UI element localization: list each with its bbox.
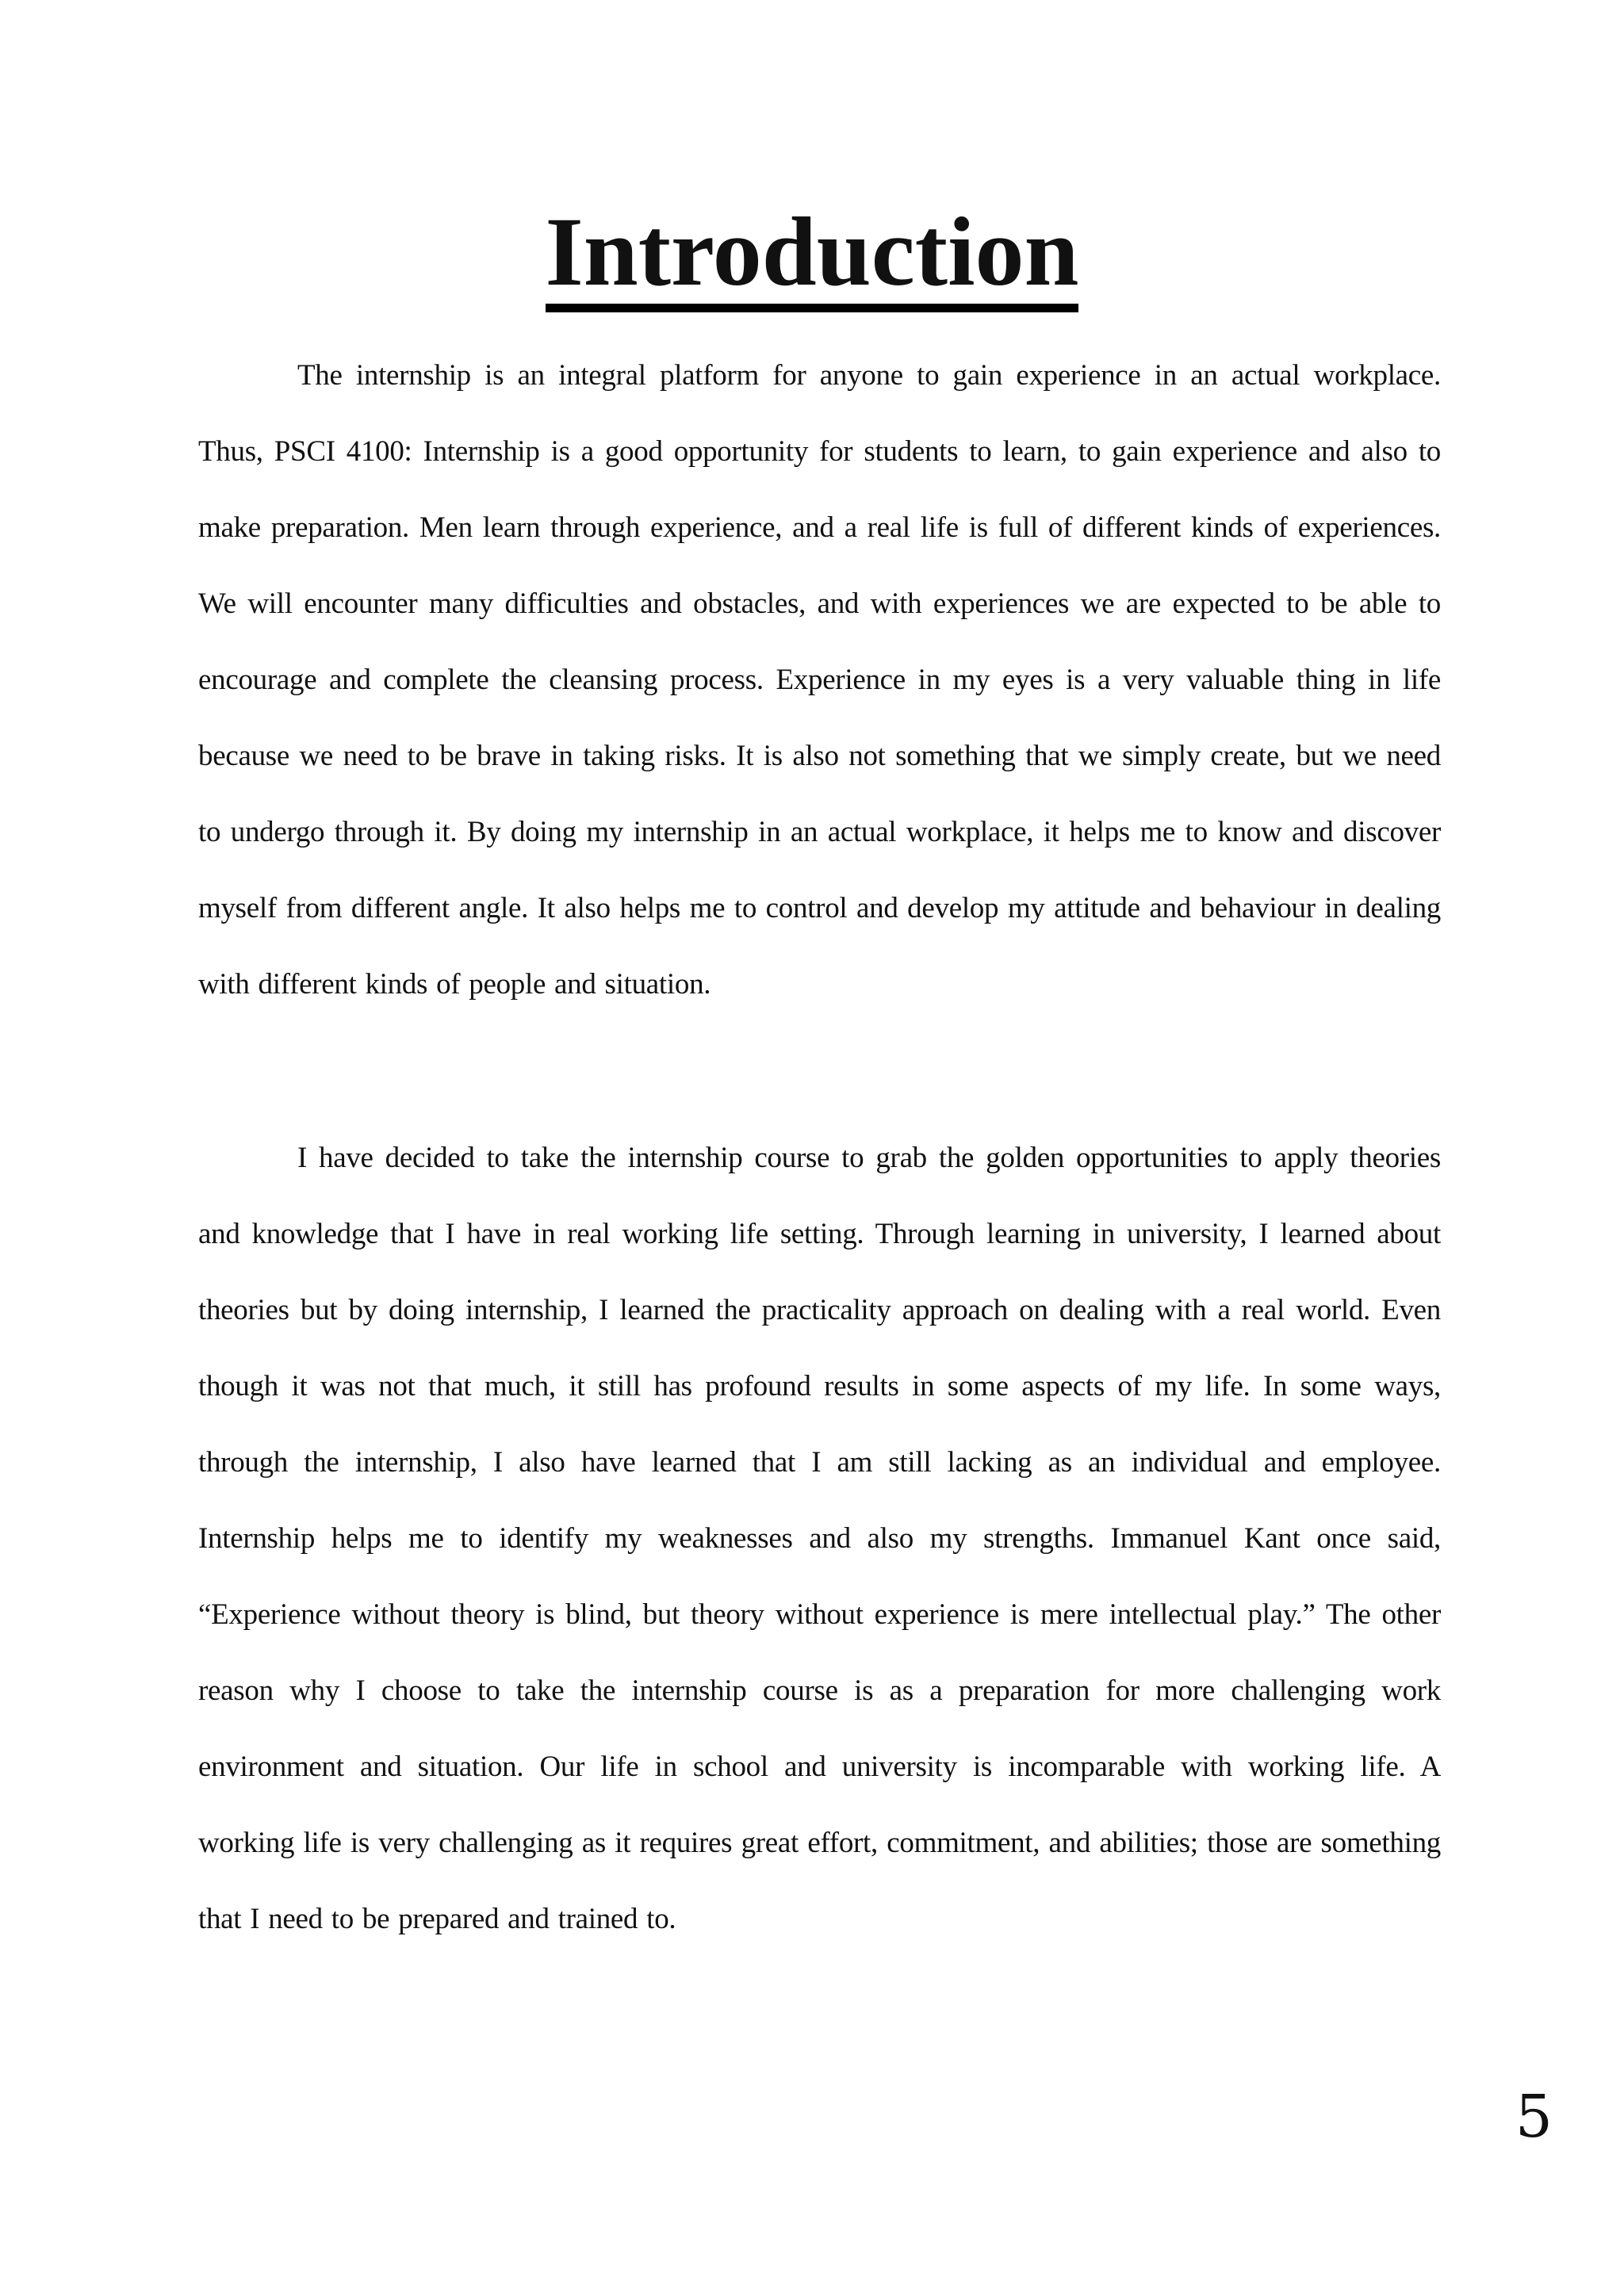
page-title-text: Introduction	[546, 201, 1079, 312]
paragraph-intro: The internship is an integral platform for anyone to gain experience in an actual workplace. Thus, PSCI 4100: Internship is a good opportunity for students to learn, to gain experience and also to make preparation. Men learn through experience, and a real life is full of different kinds of experiences. We will encounter many difficulties and obstacles, and with experiences we are expected to be able to encourage and complete the cleansing process. Experience in my eyes is a very valuable thing in life because we need to be brave in taking risks. It is also not something that we simply create, but we need to undergo through it. By doing my internship in an actual workplace, it helps me to know and discover myself from different angle. It also helps me to control and develop my attitude and behaviour in dealing with different kinds of people and situation.	[198, 359, 1441, 1001]
page-number: 5	[1515, 2083, 1553, 2151]
page-title	[0, 197, 1624, 312]
paragraph-reasons: I have decided to take the internship course to grab the golden opportunities to apply theories and knowledge that I have in real working life setting. Through learning in university, I learned about theories but by doing internship, I learned the practicality approach on dealing with a real world. Even though it was not that much, it still has profound results in some aspects of my life. In some ways, through the internship, I also have learned that I am still lacking as an individual and employee. Internship helps me to identify my weaknesses and also my strengths. Immanuel Kant once said, “Experience without theory is blind, but theory without experience is mere intellectual play.” The other reason why I choose to take the internship course is as a preparation for more challenging work environment and situation. Our life in school and university is incomparable with working life. A working life is very challenging as it requires great effort, commitment, and abilities; those are something that I need to be prepared and trained to.	[198, 1142, 1441, 1935]
